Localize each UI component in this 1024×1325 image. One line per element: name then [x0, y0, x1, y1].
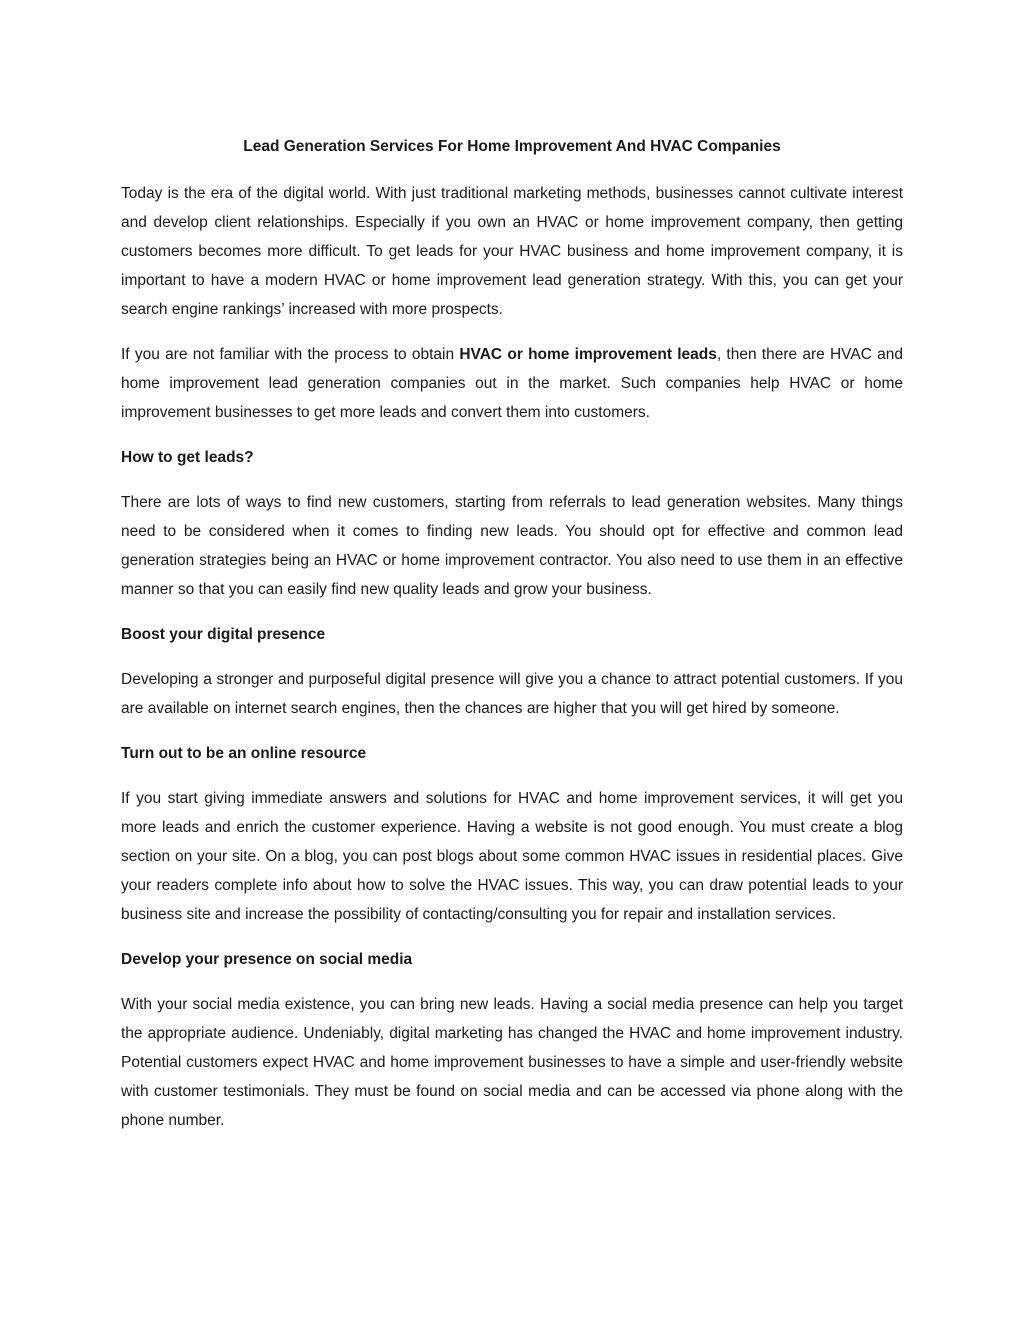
- section-body-boost-digital-presence: Developing a stronger and purposeful digital presence will give you a chance to attract potential customers. If you are available on internet search engines, then the chances are higher that you will get hired by someone.: [121, 671, 903, 717]
- section-heading-boost-digital-presence: Boost your digital presence: [121, 626, 326, 643]
- section-body-social-media: With your social media existence, you can bring new leads. Having a social media presence can help you target the appropriate audience. Undeniably, digital marketing has changed the HVAC and home improvement industry. Potential customers expect HVAC and home improvement businesses to have a simple and user-friendly website with customer testimonials. They must be found on social media and can be accessed via phone along with the phone number.: [121, 996, 903, 1129]
- section-heading-how-to-get-leads: How to get leads?: [121, 449, 254, 466]
- section-heading-online-resource: Turn out to be an online resource: [121, 745, 367, 762]
- document-title: Lead Generation Services For Home Improvement And HVAC Companies: [243, 138, 781, 155]
- para2-text-before: If you are not familiar with the process to obtain: [121, 346, 460, 363]
- section-heading-social-media: Develop your presence on social media: [121, 951, 413, 968]
- document-page: [121, 134, 903, 1151]
- section-body-online-resource: If you start giving immediate answers and solutions for HVAC and home improvement services, it will get you more leads and enrich the customer experience. Having a website is not good enough. You must create a blog section on your site. On a blog, you can post blogs about some common HVAC issues in residential places. Give your readers complete info about how to solve the HVAC issues. This way, you can draw potential leads to your business site and increase the possibility of contacting/consulting you for repair and installation services.: [121, 790, 903, 923]
- intro-paragraph: Today is the era of the digital world. With just traditional marketing methods, businesses cannot cultivate interest and develop client relationships. Especially if you own an HVAC or home improvement company, then getting customers becomes more difficult. To get leads for your HVAC business and home improvement company, it is important to have a modern HVAC or home improvement lead generation strategy. With this, you can get your search engine rankings’ increased with more prospects.: [121, 185, 903, 318]
- hvac-leads-emphasis: HVAC or home improvement leads: [459, 346, 717, 363]
- para2-text-after: , then there are HVAC and home improvement lead generation companies out in the market. Such companies help HVAC or home improvement businesses to get more leads and convert them into customers.: [121, 346, 903, 421]
- section-body-how-to-get-leads: There are lots of ways to find new customers, starting from referrals to lead generation websites. Many things need to be considered when it comes to finding new leads. You should opt for effective and common lead generation strategies being an HVAC or home improvement contractor. You also need to use them in an effective manner so that you can easily find new quality leads and grow your business.: [121, 494, 903, 598]
- hvac-leads-paragraph: [121, 340, 903, 427]
